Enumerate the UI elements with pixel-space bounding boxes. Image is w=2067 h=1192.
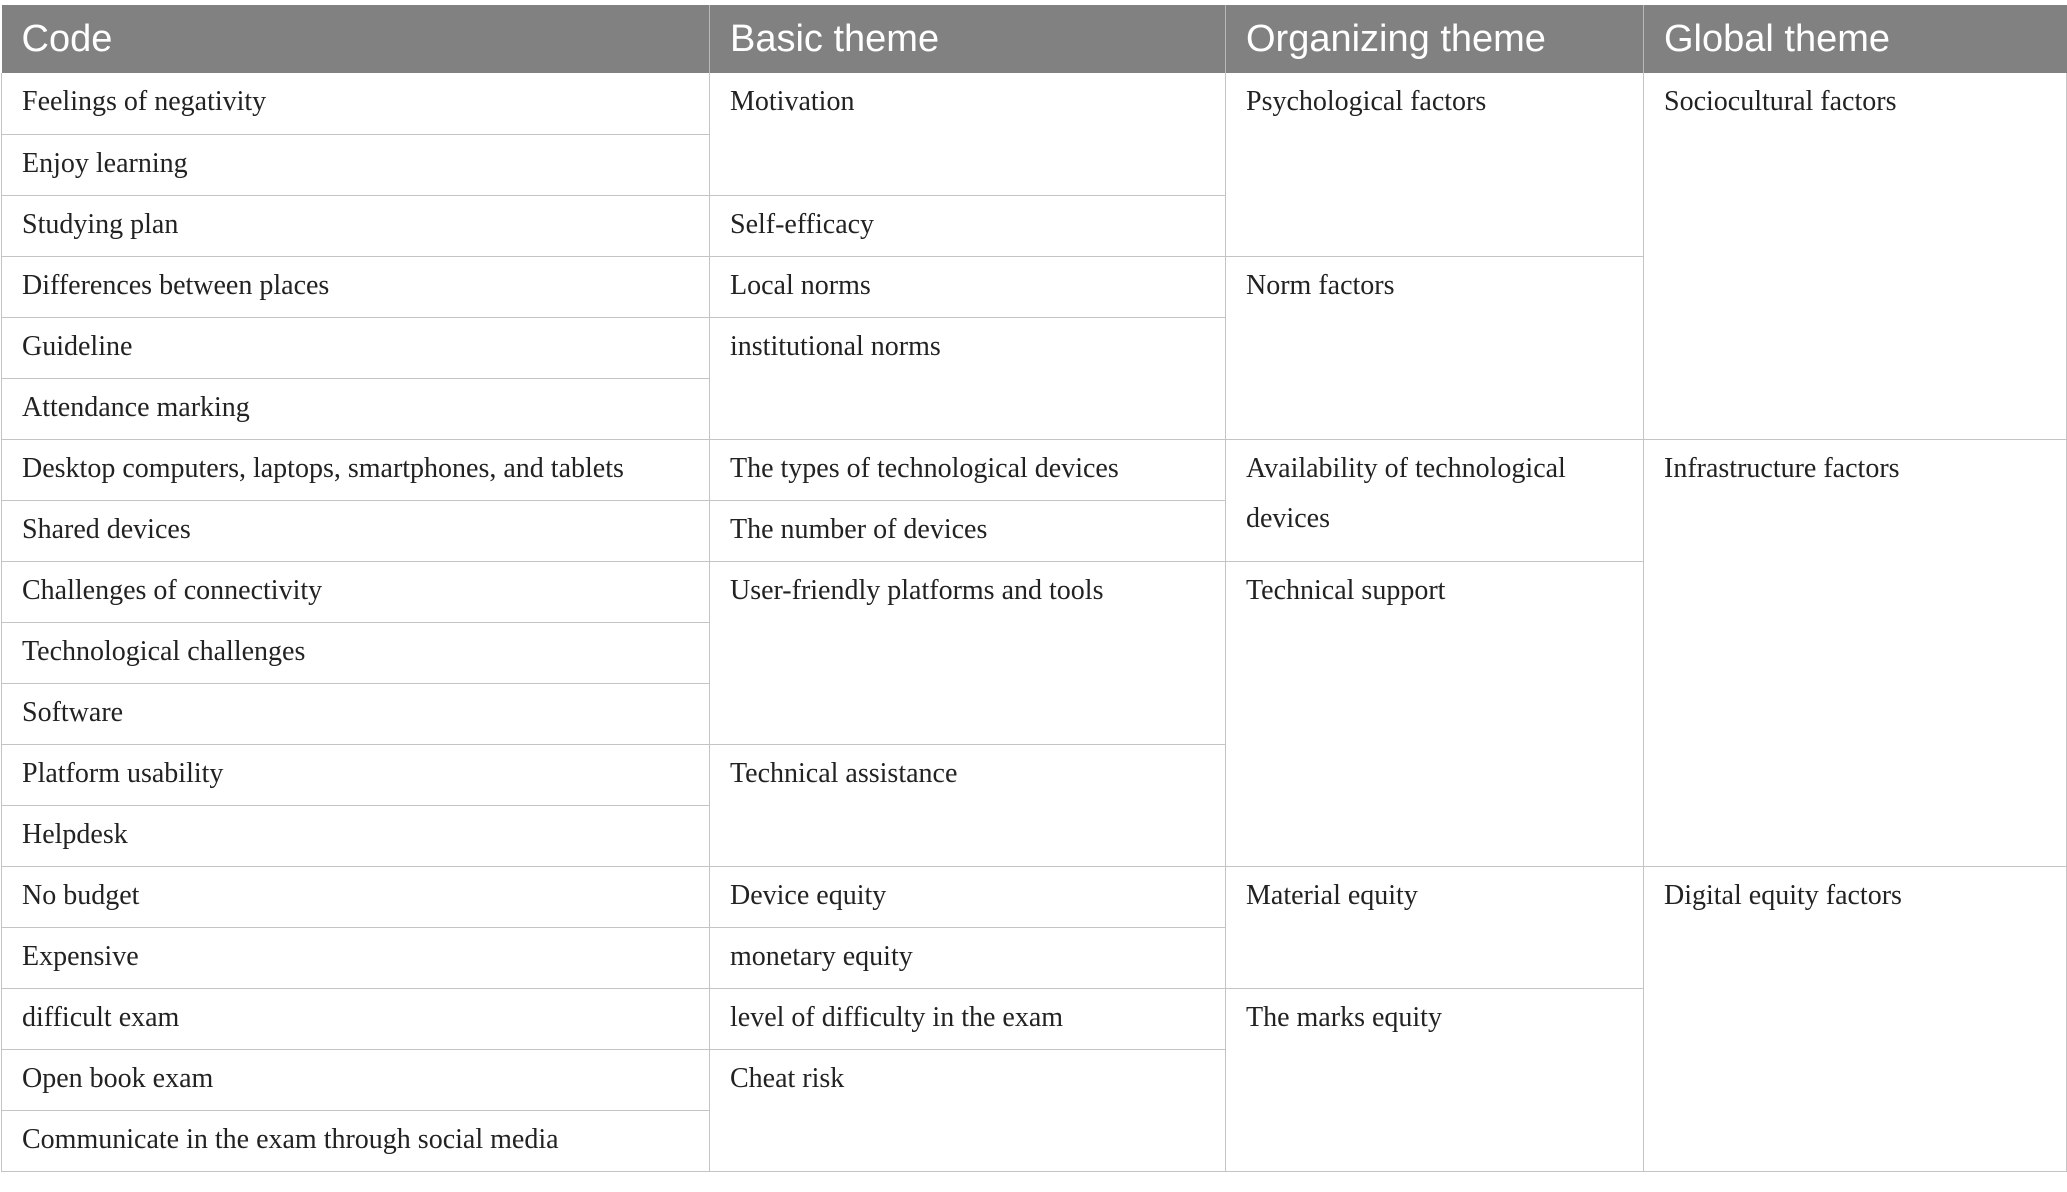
table-row	[2, 73, 2067, 134]
basic-theme-cell: Technical assistance	[710, 744, 1226, 866]
global-theme-cell: Sociocultural factors	[1644, 73, 2067, 439]
table-row	[2, 866, 2067, 927]
code-cell: Guideline	[2, 317, 710, 378]
code-cell: Helpdesk	[2, 805, 710, 866]
table-header	[2, 5, 2067, 73]
global-theme-cell: Digital equity factors	[1644, 866, 2067, 1171]
code-cell: Studying plan	[2, 195, 710, 256]
code-cell: Software	[2, 683, 710, 744]
basic-theme-cell: Cheat risk	[710, 1049, 1226, 1171]
organizing-theme-cell: Psychological factors	[1226, 73, 1644, 256]
header-code: Code	[2, 5, 710, 73]
header-row	[2, 5, 2067, 73]
basic-theme-cell: level of difficulty in the exam	[710, 988, 1226, 1049]
basic-theme-cell: The number of devices	[710, 500, 1226, 561]
code-cell: Expensive	[2, 927, 710, 988]
organizing-theme-cell: Technical support	[1226, 561, 1644, 866]
basic-theme-cell: The types of technological devices	[710, 439, 1226, 500]
code-cell: Enjoy learning	[2, 134, 710, 195]
code-cell: Differences between places	[2, 256, 710, 317]
organizing-theme-cell: Material equity	[1226, 866, 1644, 988]
global-theme-cell: Infrastructure factors	[1644, 439, 2067, 866]
code-cell: Platform usability	[2, 744, 710, 805]
code-cell: Shared devices	[2, 500, 710, 561]
basic-theme-cell: Motivation	[710, 73, 1226, 195]
basic-theme-cell: monetary equity	[710, 927, 1226, 988]
table-row	[2, 439, 2067, 500]
code-cell: Communicate in the exam through social media	[2, 1110, 710, 1171]
code-cell: difficult exam	[2, 988, 710, 1049]
code-cell: Technological challenges	[2, 622, 710, 683]
basic-theme-cell: User-friendly platforms and tools	[710, 561, 1226, 744]
header-organizing-theme: Organizing theme	[1226, 5, 1644, 73]
basic-theme-cell: institutional norms	[710, 317, 1226, 439]
thematic-analysis-table	[1, 5, 2067, 1172]
code-cell: No budget	[2, 866, 710, 927]
table-body	[2, 73, 2067, 1171]
basic-theme-cell: Self-efficacy	[710, 195, 1226, 256]
code-cell: Open book exam	[2, 1049, 710, 1110]
basic-theme-cell: Device equity	[710, 866, 1226, 927]
code-cell: Attendance marking	[2, 378, 710, 439]
code-cell: Desktop computers, laptops, smartphones, and tablets	[2, 439, 710, 500]
organizing-theme-cell: The marks equity	[1226, 988, 1644, 1171]
header-basic-theme: Basic theme	[710, 5, 1226, 73]
code-cell: Feelings of negativity	[2, 73, 710, 134]
header-global-theme: Global theme	[1644, 5, 2067, 73]
organizing-theme-cell: Norm factors	[1226, 256, 1644, 439]
code-cell: Challenges of connectivity	[2, 561, 710, 622]
basic-theme-cell: Local norms	[710, 256, 1226, 317]
organizing-theme-cell: Availability of technological devices	[1226, 439, 1644, 561]
